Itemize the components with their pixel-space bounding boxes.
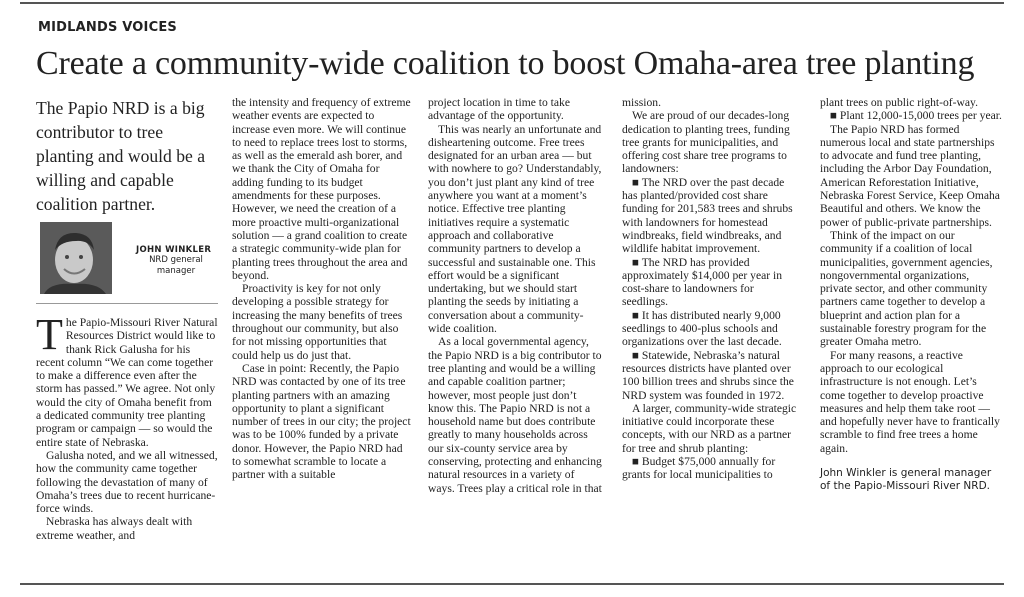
top-rule	[20, 2, 1004, 4]
author-name: JOHN WINKLER	[136, 245, 212, 255]
column-1	[36, 96, 218, 542]
paragraph: project location in time to take advantage of the opportunity.	[428, 96, 570, 123]
bottom-rule	[20, 583, 1004, 585]
author-title: NRD general manager	[149, 255, 203, 276]
article-start	[36, 310, 218, 449]
column-4	[622, 96, 802, 482]
column-2	[232, 96, 412, 482]
pull-quote: The Papio NRD is a big contributor to tree planting and would be a willing and capable coalition partner.	[36, 98, 206, 214]
paragraph: he Papio-Missouri River Natural Resources District would like to thank Rick Galusha for his recent column “We can come together to make a difference even after the storm has passed.” We agree. Not only would the city of Omaha benefit from a dedicated community tree planting program or campaign — so would the entire state of Nebraska.	[36, 316, 218, 449]
paragraph: A larger, community-wide strategic initiative could incorporate these concepts, with our NRD as a partner for tree and shrub planting:	[622, 401, 797, 455]
paragraph: Nebraska has always dealt with extreme weather, and	[36, 515, 193, 542]
paragraph: the intensity and frequency of extreme weather events are expected to increase even more. We will continue to need to replace trees lost to storms, as well as the emerald ash borer, and we thank the City of Omaha for adding funding to its budget amendments for these purposes. However, we need the creation of a more proactive multi-organizational solution — a grand coalition to create a strategic community-wide plan for planting trees throughout the area and beyond.	[232, 96, 411, 282]
paragraph: As a local governmental agency, the Papio NRD is a big contributor to tree planting and would be a willing and capable coalition partner; however, most people just don’t know this. The Papio NRD is not a household name but does contribute greatly to many households across our six-county service area by conserving, protecting and enhancing natural resources in a variety of ways. Trees play a critical role in that	[428, 335, 602, 495]
byline	[36, 222, 218, 304]
paragraph: Case in point: Recently, the Papio NRD was contacted by one of its tree planting partners with an amazing opportunity to plant a significant number of trees in our city; the project was to be 100% funded by a private donor. However, the Papio NRD had to somewhat scramble to locate a partner with a suitable	[232, 361, 411, 482]
paragraph: Proactivity is key for not only developing a possible strategy for increasing the many benefits of trees throughout our community, but also for not missing opportunities that could help us do just that.	[232, 282, 403, 362]
paragraph: For many reasons, a reactive approach to our ecological infrastructure is not enough. Let’s come together to develop proactive measures and help them take root — and hopefully never have to frantically scramble to find free trees a home again.	[820, 348, 1000, 455]
author-photo	[40, 222, 112, 294]
bullet-item: ■ Plant 12,000-15,000 trees per year.	[830, 109, 1002, 123]
bullet-item: ■ The NRD over the past decade has planted/provided cost share funding for 201,583 trees and shrubs with landowners for homestead windbreaks, field windbreaks, and wildlife habitat improvement.	[622, 175, 793, 256]
bullet-item: ■ The NRD has provided approximately $14,000 per year in cost-share to landowners for seedlings.	[622, 255, 783, 309]
dropcap: T	[36, 310, 63, 359]
headline: Create a community-wide coalition to boost Omaha-area tree planting	[36, 45, 975, 82]
section-label: MIDLANDS VOICES	[38, 20, 177, 35]
paragraph: mission.	[622, 96, 661, 109]
paragraph: Think of the impact on our community if a coalition of local municipalities, government agencies, nongovernmental organizations, private sector, and other community partners came together to develop a blueprint and action plan for a sustainable forestry program for the greater Omaha metro.	[820, 228, 993, 349]
bullet-item: ■ Budget $75,000 annually for grants for local municipalities to	[622, 455, 776, 482]
paragraph: This was nearly an unfortunate and disheartening outcome. Free trees designated for an urban area — but with nowhere to go? Understandably, you don’t just plant any kind of tree anywhere you want at a moment’s notice. Effective tree planting initiatives require a systematic approach and collaborative community partners to develop a successful and sustainable one. This effort would be a significant undertaking, but we should start planting the seeds by initiating a conversation about a community-wide coalition.	[428, 122, 602, 336]
paragraph: We are proud of our decades-long dedication to planting trees, funding tree grants for municipalities, and offering cost share tree programs to landowners:	[622, 109, 790, 176]
bullet-item: ■ It has distributed nearly 9,000 seedlings to 400-plus schools and organizations over the last decade.	[622, 308, 782, 349]
paragraph: plant trees on public right-of-way.	[820, 96, 978, 109]
bullet-item: ■ Statewide, Nebraska’s natural resources districts have planted over 100 billion trees and shrubs since the NRD system was founded in 1972.	[622, 348, 794, 402]
column-3	[428, 96, 604, 495]
column-5	[820, 96, 1002, 493]
paragraph: The Papio NRD has formed numerous local and state partnerships to advocate and fund tree planting, including the Arbor Day Foundation, American Reforestation Initiative, Nebraska Forest Service, Keep Omaha Beautiful and others. We know the power of public-private partnerships.	[820, 122, 1000, 229]
paragraph: Galusha noted, and we all witnessed, how the community came together following the devastation of many of Omaha’s trees due to recent hurricane-force winds.	[36, 448, 218, 516]
author-tagline: John Winkler is general manager of the Papio-Missouri River NRD.	[820, 467, 992, 493]
